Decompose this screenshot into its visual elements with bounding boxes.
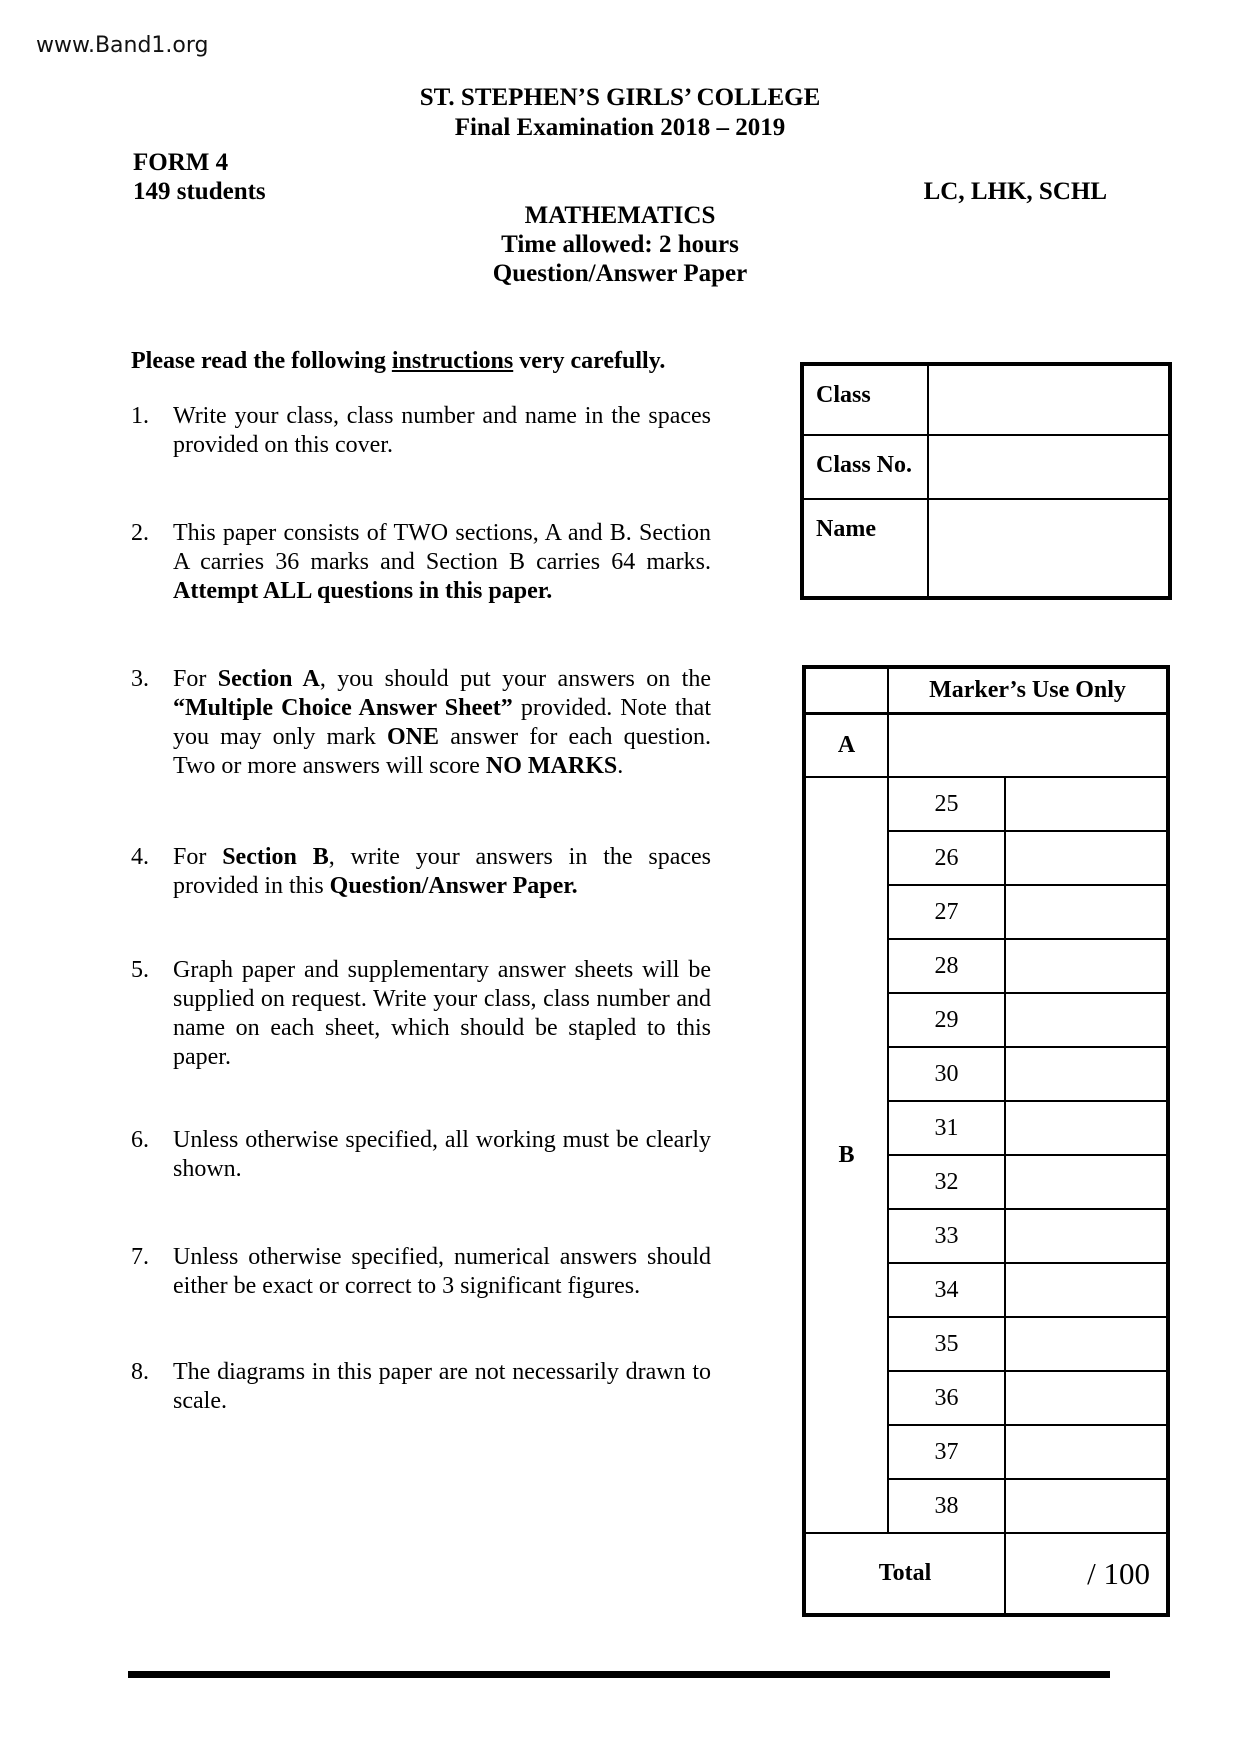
instruction-text: Write your class, class number and name in the spaces provided on this cover. <box>173 403 711 458</box>
section-b-label: B <box>804 777 888 1533</box>
question-number: 26 <box>888 831 1005 885</box>
instruction-text: For Section B, write your answers in the spaces provided in this Question/Answer Paper. <box>173 844 711 899</box>
score-cell <box>1005 1479 1168 1533</box>
score-cell <box>1005 1209 1168 1263</box>
class-value-cell <box>928 364 1170 435</box>
website-watermark: www.Band1.org <box>36 33 209 58</box>
table-row <box>802 435 1170 499</box>
total-row <box>804 1533 1168 1615</box>
marker-header-row <box>804 667 1168 714</box>
score-cell <box>1005 939 1168 993</box>
instruction-item <box>131 402 711 460</box>
instruction-number: 5. <box>131 957 149 983</box>
instruction-text: The diagrams in this paper are not necessarily drawn to scale. <box>173 1359 711 1414</box>
instruction-item <box>131 843 711 901</box>
score-cell <box>1005 1047 1168 1101</box>
question-number: 33 <box>888 1209 1005 1263</box>
instruction-item <box>131 1358 711 1416</box>
question-number: 35 <box>888 1317 1005 1371</box>
footer-rule <box>128 1671 1110 1678</box>
instruction-item <box>131 1126 711 1184</box>
marker-use-only-title: Marker’s Use Only <box>888 667 1168 714</box>
instructions-section <box>131 347 711 1416</box>
time-allowed: Time allowed: 2 hours <box>501 231 739 258</box>
question-number: 27 <box>888 885 1005 939</box>
instruction-text: This paper consists of TWO sections, A and B. Section A carries 36 marks and Section B carries 64 marks. Attempt ALL questions in this paper. <box>173 520 711 604</box>
score-cell <box>1005 831 1168 885</box>
name-label: Name <box>802 499 928 598</box>
school-name: ST. STEPHEN’S GIRLS’ COLLEGE <box>419 84 821 111</box>
score-cell <box>1005 1317 1168 1371</box>
empty-corner-cell <box>804 667 888 714</box>
instruction-item <box>131 956 711 1072</box>
question-number: 28 <box>888 939 1005 993</box>
table-row <box>802 364 1170 435</box>
question-number: 31 <box>888 1101 1005 1155</box>
class-no-value-cell <box>928 435 1170 499</box>
instruction-item <box>131 519 711 606</box>
instruction-text: Unless otherwise specified, all working must be clearly shown. <box>173 1127 711 1182</box>
score-cell <box>1005 1101 1168 1155</box>
question-number: 38 <box>888 1479 1005 1533</box>
form-level: FORM 4 <box>133 149 229 176</box>
exam-title: Final Examination 2018 – 2019 <box>454 114 786 141</box>
question-number: 32 <box>888 1155 1005 1209</box>
instruction-number: 8. <box>131 1359 149 1385</box>
instruction-number: 1. <box>131 403 149 429</box>
instructions-heading: Please read the following instructions very carefully. <box>131 348 666 374</box>
teacher-initials: LC, LHK, SCHL <box>923 178 1107 205</box>
instruction-text: For Section A, you should put your answers on the “Multiple Choice Answer Sheet” provided. Note that you may only mark ONE answer for each question. Two or more answers will score NO MARKS. <box>173 666 712 779</box>
score-cell <box>1005 1263 1168 1317</box>
score-cell <box>1005 1155 1168 1209</box>
student-count: 149 students <box>133 178 266 205</box>
instruction-number: 3. <box>131 666 149 692</box>
question-number: 37 <box>888 1425 1005 1479</box>
score-cell <box>1005 1371 1168 1425</box>
question-number: 34 <box>888 1263 1005 1317</box>
score-cell <box>1005 885 1168 939</box>
instruction-text: Graph paper and supplementary answer sheets will be supplied on request. Write your class, class number and name on each sheet, which should be stapled to this paper. <box>173 957 711 1070</box>
instructions-list <box>131 402 711 1416</box>
instruction-item <box>131 665 711 781</box>
instruction-number: 4. <box>131 844 149 870</box>
section-a-row <box>804 714 1168 778</box>
instruction-number: 2. <box>131 520 149 546</box>
question-number: 30 <box>888 1047 1005 1101</box>
instruction-text: Unless otherwise specified, numerical answers should either be exact or correct to 3 significant figures. <box>173 1244 711 1299</box>
score-cell <box>1005 993 1168 1047</box>
class-no-label: Class No. <box>802 435 928 499</box>
instruction-number: 6. <box>131 1127 149 1153</box>
section-a-label: A <box>804 714 888 778</box>
score-cell <box>1005 1425 1168 1479</box>
paper-type: Question/Answer Paper <box>492 260 748 287</box>
name-value-cell <box>928 499 1170 598</box>
instruction-number: 7. <box>131 1244 149 1270</box>
question-number: 36 <box>888 1371 1005 1425</box>
marker-table <box>802 665 1170 1617</box>
total-label: Total <box>804 1533 1005 1615</box>
total-score-cell: / 100 <box>1005 1533 1168 1615</box>
question-number: 29 <box>888 993 1005 1047</box>
question-number: 25 <box>888 777 1005 831</box>
table-row <box>804 777 1168 831</box>
subject-title: MATHEMATICS <box>524 202 716 229</box>
score-cell <box>1005 777 1168 831</box>
table-row <box>802 499 1170 598</box>
class-label: Class <box>802 364 928 435</box>
section-a-score-cell <box>888 714 1168 778</box>
student-info-table <box>800 362 1172 600</box>
instruction-item <box>131 1243 711 1301</box>
